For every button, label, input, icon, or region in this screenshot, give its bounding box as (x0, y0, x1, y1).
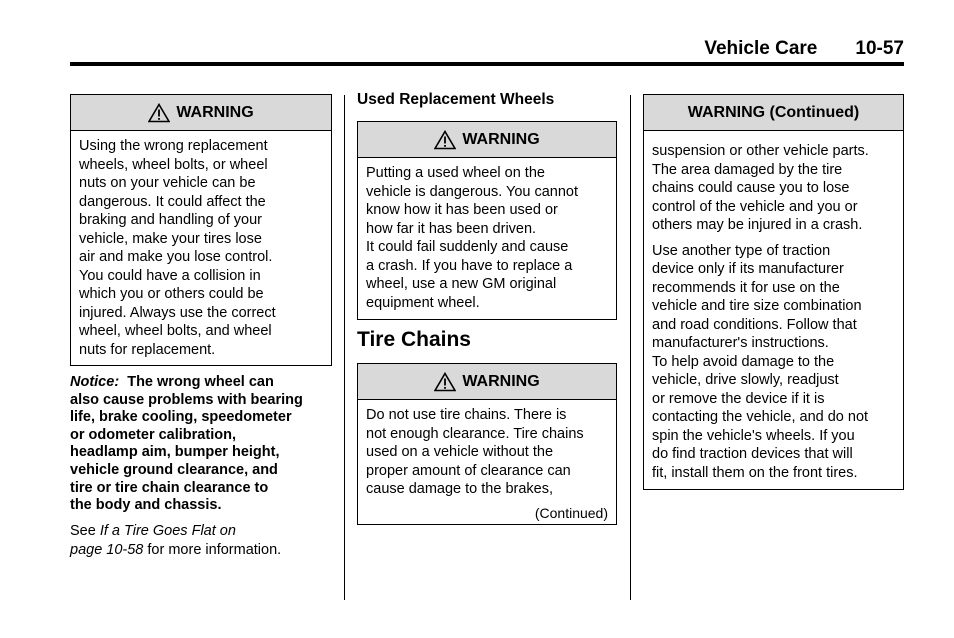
text-line: You could have a collision in (79, 267, 261, 284)
page-header (704, 38, 904, 60)
text-line: and road conditions. Follow that (652, 316, 857, 333)
text-line: The area damaged by the tire (652, 161, 843, 178)
notice-label: Notice: (70, 374, 120, 390)
notice-paragraph (70, 374, 340, 515)
text-line: cause damage to the brakes, (366, 481, 554, 497)
wrong-wheel-warning-box (70, 94, 332, 366)
text-line: not enough clearance. Tire chains (366, 425, 584, 442)
warning-title: WARNING (462, 372, 540, 390)
text-line: proper amount of clearance can (366, 462, 571, 479)
text-line: Putting a used wheel on the (366, 165, 545, 181)
warning-title: WARNING (Continued) (687, 103, 860, 121)
text-line: spin the vehicle's wheels. If you (652, 427, 855, 444)
text-line: It could fail suddenly and cause (366, 239, 569, 255)
text: for more information. (143, 541, 282, 558)
text-line: wheel, use a new GM original (366, 276, 557, 292)
text-line: injured. Always use the correct (79, 304, 276, 321)
warning-header (644, 95, 903, 131)
continued-warning-box (643, 94, 904, 490)
text-line: device only if its manufacturer (652, 261, 844, 277)
text-line: vehicle, make your tires lose (79, 230, 262, 247)
text-line: contacting the vehicle, and do not (652, 409, 869, 425)
page-number: 10-57 (855, 38, 904, 59)
text-line: braking and handling of your (79, 212, 262, 228)
text-line: also cause problems with bearing (70, 391, 303, 408)
tire-chains-warning-box (357, 363, 617, 525)
text: See (70, 523, 100, 539)
text-line: dangerous. It could affect the (79, 193, 266, 210)
text-line: tire or tire chain clearance to (70, 479, 269, 496)
text-line: nuts on your vehicle can be (79, 175, 256, 191)
cross-reference-page[interactable]: page 10-58 (70, 541, 144, 558)
text-line: Use another type of traction (652, 242, 831, 259)
column-divider (630, 95, 631, 600)
text-line: vehicle and tire size combination (652, 298, 862, 314)
cross-reference-link[interactable]: If a Tire Goes Flat on (99, 523, 236, 539)
text-line: do find traction devices that will (652, 446, 853, 462)
text-line: wheel, wheel bolts, and wheel (79, 323, 272, 339)
text-line: or remove the device if it is (652, 390, 825, 407)
warning-header (358, 364, 616, 400)
warning-title: WARNING (462, 130, 540, 148)
warning-text (358, 400, 616, 499)
text-line: how far it has been driven. (366, 220, 537, 237)
see-reference (70, 522, 340, 559)
warning-text (358, 158, 616, 312)
text-line: vehicle, drive slowly, readjust (652, 372, 839, 388)
text-line: Using the wrong replacement (79, 138, 268, 154)
text-line: others may be injured in a crash. (652, 217, 863, 233)
text-line: To help avoid damage to the (652, 353, 835, 370)
text-line: a crash. If you have to replace a (366, 257, 573, 274)
warning-triangle-icon (434, 372, 456, 392)
warning-header (358, 122, 616, 158)
text-line: know how it has been used or (366, 202, 558, 218)
text-line: or odometer calibration, (70, 426, 236, 443)
text-line: life, brake cooling, speedometer (70, 409, 292, 426)
text-line: used on a vehicle without the (366, 444, 554, 460)
text-line: vehicle is dangerous. You cannot (366, 183, 579, 200)
used-wheel-warning-box (357, 121, 617, 320)
text-line: wheels, wheel bolts, or wheel (79, 156, 268, 173)
text-line: equipment wheel. (366, 294, 480, 311)
text-line: which you or others could be (79, 286, 264, 302)
warning-title: WARNING (176, 103, 254, 121)
warning-text (644, 131, 903, 482)
section-title: Vehicle Care (704, 38, 818, 59)
subheading: Used Replacement Wheels (357, 91, 555, 108)
text-line: chains could cause you to lose (652, 180, 850, 196)
continued-label: (Continued) (534, 505, 608, 521)
text-line: fit, install them on the front tires. (652, 464, 858, 481)
warning-text (71, 131, 331, 359)
text-line: suspension or other vehicle parts. (652, 143, 869, 159)
text-line: vehicle ground clearance, and (70, 461, 278, 478)
header-rule (70, 62, 904, 66)
text-line: nuts for replacement. (79, 341, 216, 358)
warning-triangle-icon (148, 103, 170, 123)
text-line: the body and chassis. (70, 497, 222, 514)
text-line: air and make you lose control. (79, 249, 273, 265)
warning-header (71, 95, 331, 131)
column-divider (344, 95, 345, 600)
text-line: The wrong wheel can (127, 374, 274, 390)
warning-triangle-icon (434, 130, 456, 150)
text-line: recommends it for use on the (652, 279, 840, 296)
section-heading: Tire Chains (357, 328, 471, 351)
text-line: headlamp aim, bumper height, (70, 444, 280, 461)
text-line: manufacturer's instructions. (652, 335, 829, 351)
text-line: control of the vehicle and you or (652, 198, 858, 215)
text-line: Do not use tire chains. There is (366, 407, 567, 423)
